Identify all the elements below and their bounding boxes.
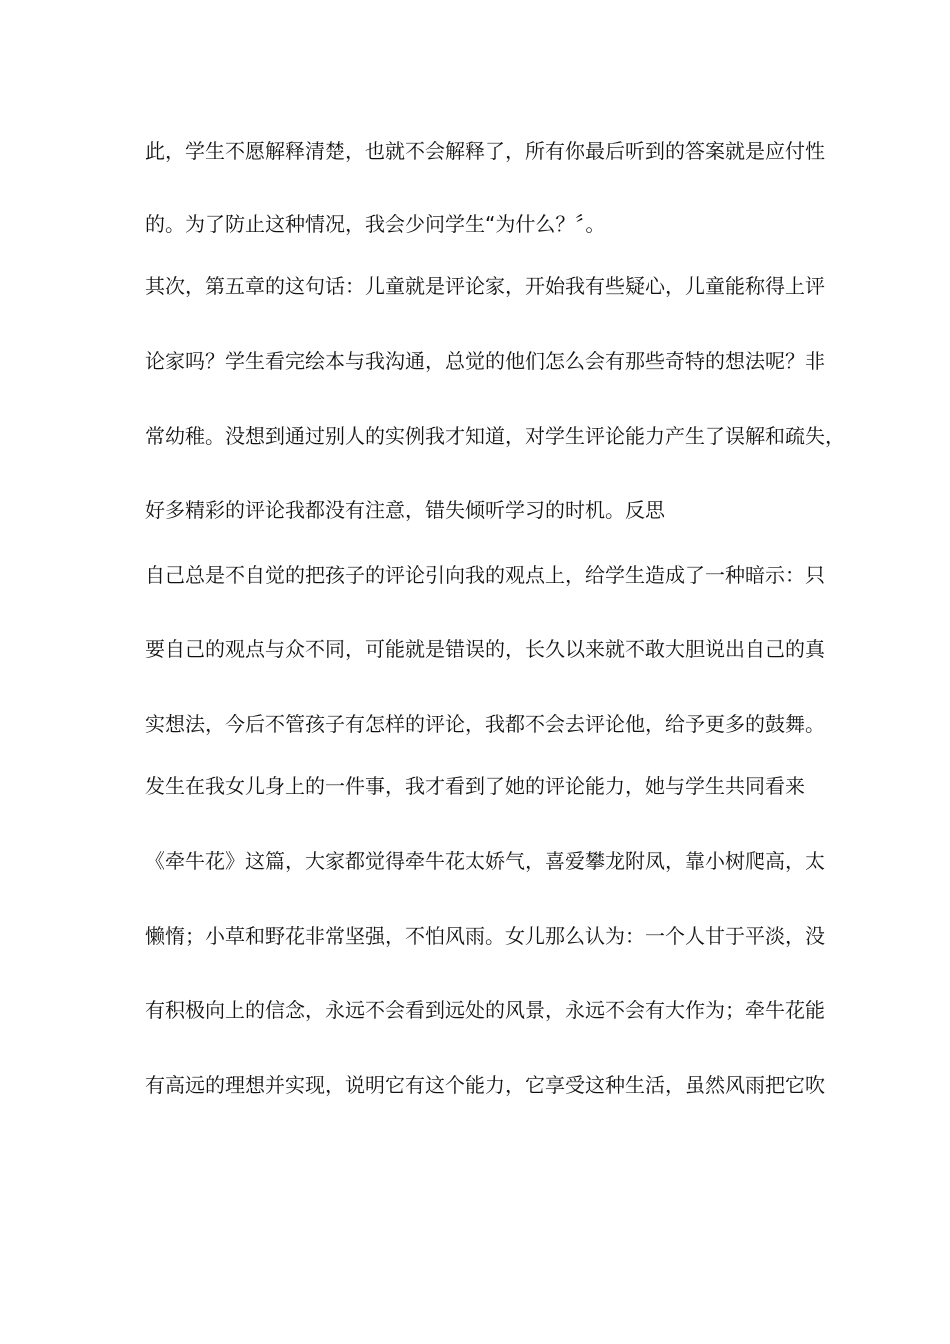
text-line: 自己总是不自觉的把孩子的评论引向我的观点上，给学生造成了一种暗示：只 bbox=[145, 563, 825, 587]
text-line: 懒惰；小草和野花非常坚强，不怕风雨。女儿那么认为：一个人甘于平淡，没 bbox=[145, 924, 825, 948]
text-line: 有积极向上的信念，永远不会看到远处的风景，永远不会有大作为；牵牛花能 bbox=[145, 998, 825, 1022]
text-line: 发生在我女儿身上的一件事，我才看到了她的评论能力，她与学生共同看来 bbox=[145, 774, 805, 798]
text-line: 此，学生不愿解释清楚，也就不会解释了，所有你最后听到的答案就是应付性 bbox=[145, 139, 825, 163]
text-line: 论家吗？学生看完绘本与我沟通，总觉的他们怎么会有那些奇特的想法呢？非 bbox=[145, 349, 825, 373]
text-line: 有高远的理想并实现，说明它有这个能力，它享受这种生活，虽然风雨把它吹 bbox=[145, 1073, 825, 1097]
text-line: 要自己的观点与众不同，可能就是错误的，长久以来就不敢大胆说出自己的真 bbox=[145, 637, 825, 661]
text-line: 的。为了防止这种情况，我会少问学生“为什么？〞。 bbox=[145, 212, 606, 236]
text-line: 实想法，今后不管孩子有怎样的评论，我都不会去评论他，给予更多的鼓舞。 bbox=[145, 712, 825, 736]
text-line: 常幼稚。没想到通过别人的实例我才知道，对学生评论能力产生了误解和疏失， bbox=[145, 424, 845, 448]
text-line: 其次，第五章的这句话：儿童就是评论家，开始我有些疑心，儿童能称得上评 bbox=[145, 274, 825, 298]
text-line: 好多精彩的评论我都没有注意，错失倾听学习的时机。反思 bbox=[145, 498, 665, 522]
text-line: 《牵牛花》这篇，大家都觉得牵牛花太娇气，喜爱攀龙附凤，靠小树爬高，太 bbox=[145, 849, 825, 873]
